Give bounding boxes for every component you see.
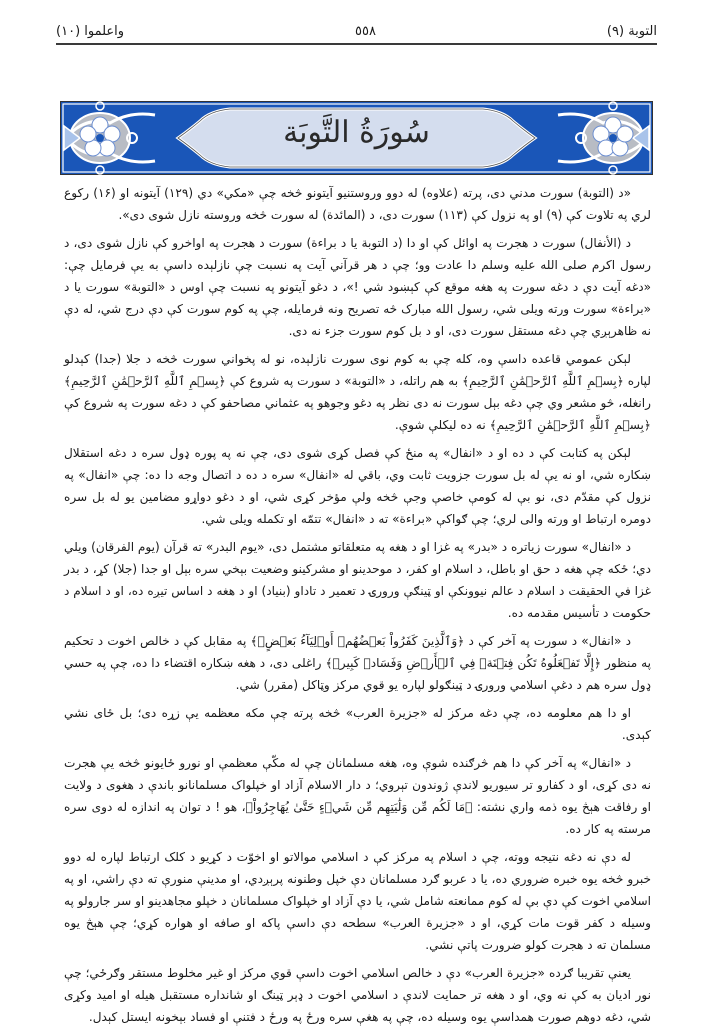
paragraph: د «انفال» په آخر کې دا هم څرګنده شوې وه، هغه مسلمانان چې له مکّې معظمې او نورو ځایونو څخه یې هجرت نه دی کړی، او د کفارو تر سیوریو لاندې ژوندون تېروي؛ د دار الاسلام آزاد او خپلواک مسلمانانو باندې د هغوی د ولایت او رفاقت هېڅ یوه ذمه واري نشته: ﴿مَا لَكُم مِّن وَلَٰيَتِهِم مِّن شَيۡءٍ حَتَّىٰ يُهَاجِرُواْ﴾، هو ! د توان په اندازه له دوی سره مرسته په کار ده. (64, 756, 651, 836)
running-head (56, 20, 657, 42)
surah-title: سُورَةُ التَّوبَة (283, 115, 430, 150)
paragraph: د «انفال» د سورت په آخر کې د ﴿وَٱلَّذِينَ كَفَرُواْ بَعۡضُهُمۡ أَوۡلِيَآءُ بَعۡضٍۚ﴾ په مقابل کې د خالص اخوت د تحکیم په منظور ﴿إِلَّا تَفۡعَلُوهُ تَكُن فِتۡنَةٞ فِي ٱلۡأَرۡضِ وَفَسَادٞ كَبِيرٞ﴾ راغلی دی، د هغه ښکاره اقتضاء دا ده، چې په حسي ډول سره هم د دغې اسلامي ورورۍ د ټینګولو لپاره یو قوي مرکز وټاکل (مقرر) شي. (64, 634, 651, 692)
paragraph: له دې نه دغه نتیجه ووته، چې د اسلام په مرکز کې د اسلامي موالاتو او اخوّت د کړیو د کلک ارتباط لپاره له دوو خبرو څخه یوه خبره ضروري ده، یا د عربو ګرد مسلمانان دې خپل وطنونه پرېږدي، او مدینې منورې ته دې راشي، او په اسلامي اخوت کې دې بې له کوم ممانعته شامل شي، یا دې آزاد او خپلواک مسلمانان د خپلو مجاهدینو او سر جارولو په وسیله د کفر قوت مات کړي، او د «جزیرة العرب» سطحه دې داسې پاکه او صافه او هواره کړي؛ چې هېڅ یوه مسلمان ته د هجرت کولو ضرورت پاتې نشي. (64, 850, 651, 952)
paragraph: د (الأنفال) سورت د هجرت په اوائل کې او دا (د التوبة یا د براءة) سورت د هجرت په اواخرو کې نازل شوی دی، د رسول اکرم صلی الله علیه وسلم دا عادت وو؛ چې د هر قرآني آیت په نسبت چې نازلېده داسې به یې فرمایل چې: «دغه آیت دې د دغه سورت په هغه موقع کې کېښود شي !»، د دغو آیتونو په نسبت چې اوس د «التوبة» سورت یا د «براءة» سورت ورته ویلی شي، رسول الله مبارک څه تصریح ونه فرمایله، چې په کوم سورت کې دې درج شي، له دې نه ظاهرېږي چې دغه مستقل سورت دی، او د بل کوم سورت جزء نه دی. (64, 236, 651, 338)
paragraph: د «انفال» سورت زیاتره د «بدر» په غزا او د هغه په متعلقاتو مشتمل دی، «یوم البدر» ته قرآن (یوم الفرقان) ویلي دي؛ ځکه چې هغه د حق او باطل، د اسلام او کفر، د موحدینو او مشرکینو وضعیت بېخي سره بېل او جدا (جلا) کړ، د بدر غزا في الحقیقت د اسلام د عالم نیوونکې او ټینګې ورورۍ د تعمیر د تاداو (بنیاد) او د هغه د اساس تیږه ده، او د اسلام د حکومت د تأسیس مقدمه ده. (64, 540, 651, 620)
juz-reference: واعلموا (١٠) (56, 23, 125, 39)
paragraph: یعنې تقریبا ګرده «جزیرة العرب» دې د خالص اسلامي اخوت داسې قوي مرکز او غیر مخلوط مستقر وګرځي؛ چې نور ادیان به کې نه وي، او د هغه تر حمایت لاندې د اسلامي اخوت د ډېر ټینګ او شانداره مستقبل هیله او امید وکړی شي، دغه دوهم صورت همداسې یوه وسیله ده، چې په هغې سره ورځ په ورځ د فتنې او فساد بېخونه ایستل کېدل. (64, 966, 651, 1024)
paragraph: لېکن په کتابت کې د ده او د «انفال» په منځ کې فصل کړی شوی دی، چې نه په پوره ډول سره د دغه استقلال ښکاره شي، او نه یې له بل سورت جزویت ثابت وي، باقي له «انفال» سره د ده د اتصال وجه دا ده: چې «انفال» په نزول کې مقدّم دی، نو بې له کومې خاصې وجې څخه ولې مؤخر کړی شي، او د دغو دواړو مضامین یو له بل سره دومره ارتباط او ورته والی لري؛ چې ګواکې «براءة» ته د «انفال» تتمّه او تکمله ویلی شي. (64, 446, 651, 526)
surah-title-banner (60, 101, 653, 175)
paragraph: لېکن عمومي قاعده داسې وه، کله چې به کوم نوی سورت نازلېده، نو له پخواني سورت څخه د جلا (جدا) کېدلو لپاره ﴿بِسۡمِ ٱللَّهِ ٱلرَّحۡمَٰنِ ٱلرَّحِيمِ﴾ به هم راتله، د «التوبة» د سورت په شروع کې ﴿بِسۡمِ ٱللَّهِ ٱلرَّحۡمَٰنِ ٱلرَّحِيمِ﴾ رانغله، څو مشعر وي چې دغه بېل سورت نه دی نظر په دغو وجوهو په عثماني مصاحفو کې د دغه سورت په شروع کې ﴿بِسۡمِ ٱللَّهِ ٱلرَّحۡمَٰنِ ٱلرَّحِيمِ﴾ نه ده لیکلې شوې. (64, 352, 651, 432)
page-number: ٥٥٨ (355, 23, 376, 39)
paragraph-intro: «د (التوبة) سورت مدني دی، پرته (علاوه) له دوو وروستنیو آیتونو څخه چې «مکي» دي (۱۲۹) آیتونه او (۱۶) رکوع لري په تلاوت کې (۹) او په نزول کې (۱۱۳) سورت دی، د (المائدة) له سورت څخه وروسته نازل شوی دی». (64, 186, 651, 222)
paragraph: او دا هم معلومه ده، چې دغه مرکز له «جزیرة العرب» څخه پرته چې مکه معظمه یې زړه دی؛ بل ځای نشي کېدی. (64, 706, 651, 742)
surah-reference: التوبة (٩) (606, 23, 657, 39)
commentary-text (64, 182, 651, 1034)
header-divider (56, 43, 657, 45)
